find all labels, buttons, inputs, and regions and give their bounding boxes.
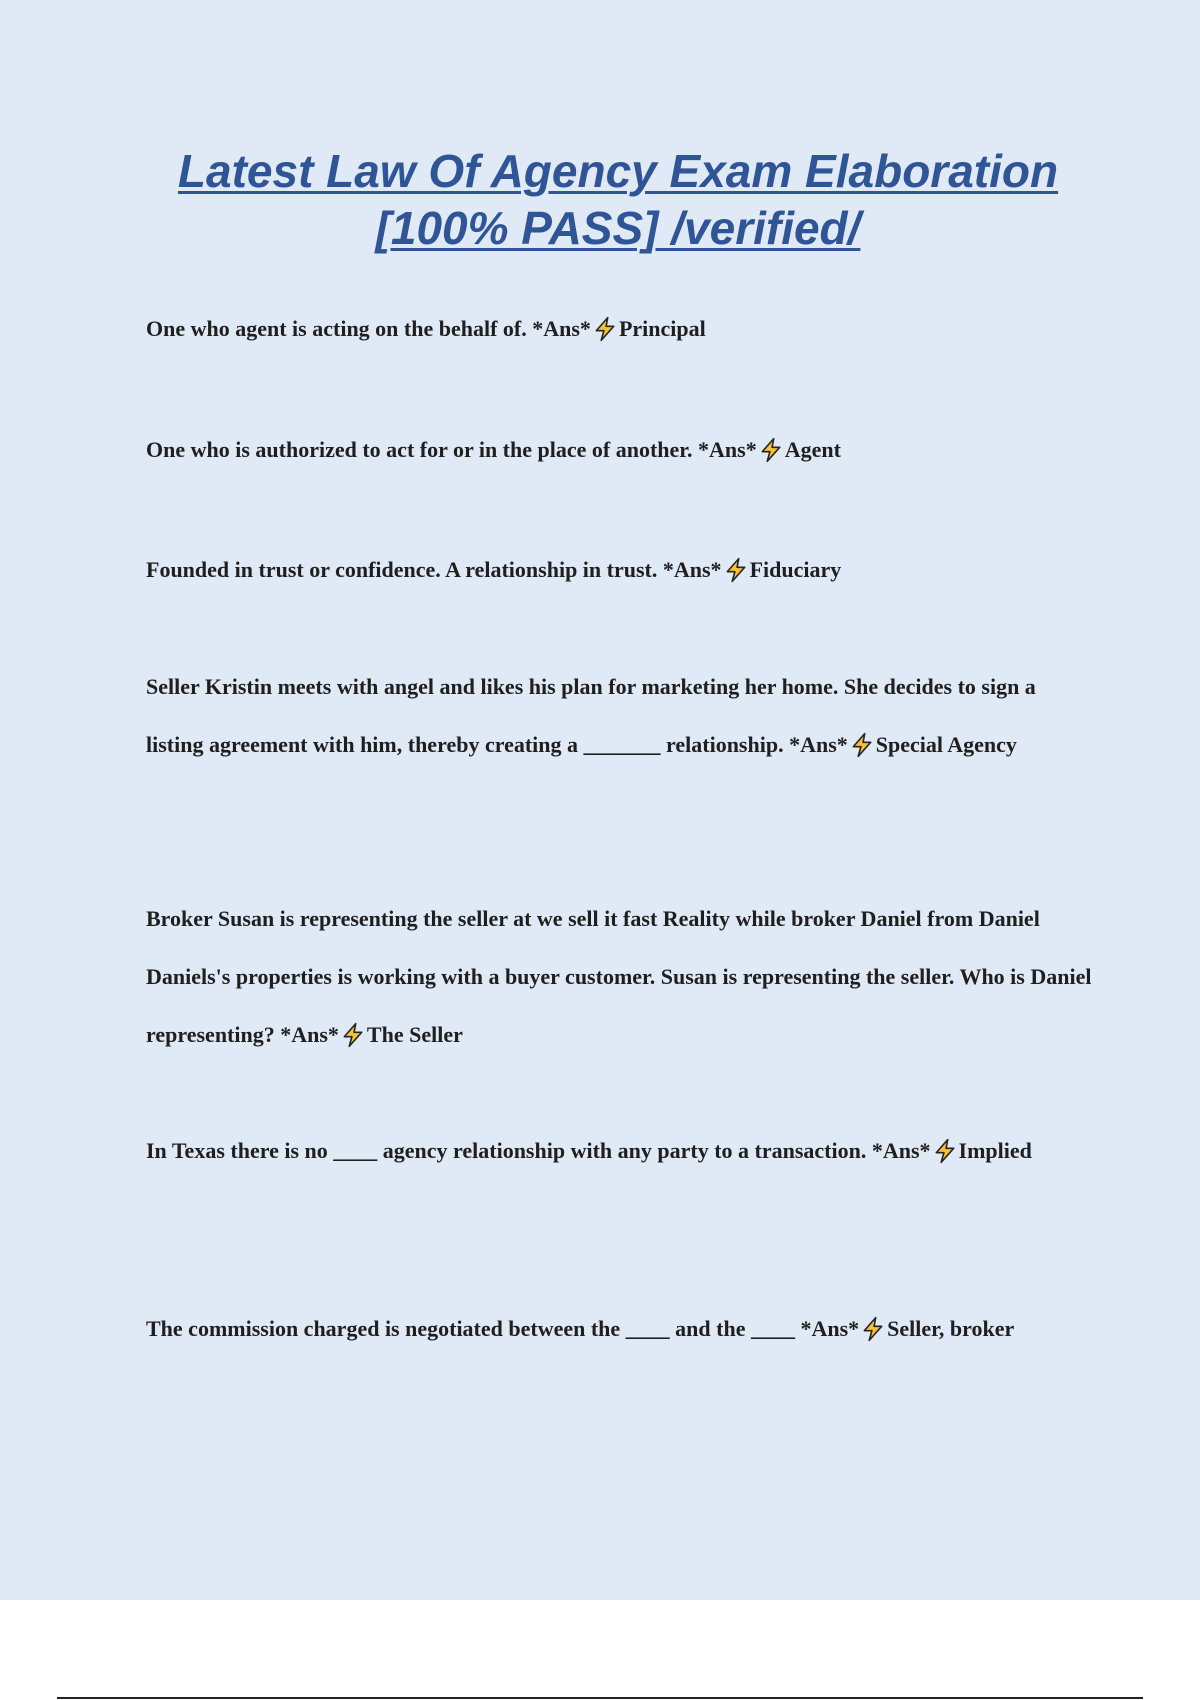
answer-marker: *Ans* bbox=[871, 1138, 931, 1163]
qa-item bbox=[146, 890, 1096, 1064]
question-text: Seller Kristin meets with angel and likes his plan for marketing her home. She decides to sign a listing agreement with him, thereby creating a _______ relationship. bbox=[146, 674, 1036, 757]
answer-marker: *Ans* bbox=[789, 732, 848, 757]
lightning-bolt-icon bbox=[723, 557, 749, 583]
answer-marker: *Ans* bbox=[532, 316, 591, 341]
qa-item bbox=[146, 300, 1096, 358]
answer-text: Principal bbox=[618, 316, 706, 341]
qa-item bbox=[146, 421, 1096, 479]
lightning-bolt-icon bbox=[758, 437, 784, 463]
footer-divider bbox=[57, 1697, 1143, 1699]
answer-text: Agent bbox=[784, 437, 841, 462]
question-text: In Texas there is no ____ agency relationship with any party to a transaction. bbox=[146, 1138, 872, 1163]
question-text: The commission charged is negotiated between the ____ and the ____ bbox=[146, 1316, 801, 1341]
document-title bbox=[0, 143, 1200, 257]
answer-text: Fiduciary bbox=[749, 557, 842, 582]
answer-marker: *Ans* bbox=[800, 1316, 860, 1341]
qa-item bbox=[146, 658, 1096, 774]
answer-text: Seller, broker bbox=[887, 1316, 1015, 1341]
qa-item bbox=[146, 1300, 1096, 1358]
answer-marker: *Ans* bbox=[280, 1022, 339, 1047]
question-text: One who is authorized to act for or in the place of another. bbox=[146, 437, 699, 462]
lightning-bolt-icon bbox=[849, 732, 875, 758]
lightning-bolt-icon bbox=[860, 1316, 886, 1342]
title-line-1: Latest Law Of Agency Exam Elaboration bbox=[177, 145, 1059, 197]
answer-text: Special Agency bbox=[875, 732, 1017, 757]
answer-text: Implied bbox=[958, 1138, 1032, 1163]
lightning-bolt-icon bbox=[592, 316, 618, 342]
answer-marker: *Ans* bbox=[662, 557, 722, 582]
question-text: One who agent is acting on the behalf of. bbox=[146, 316, 533, 341]
answer-text: The Seller bbox=[366, 1022, 463, 1047]
question-text: Founded in trust or confidence. A relationship in trust. bbox=[146, 557, 663, 582]
question-text: Broker Susan is representing the seller at we sell it fast Reality while broker Daniel from Daniel Daniels's properties is working with a buyer customer. Susan is representing the seller. Who is Daniel representing? bbox=[146, 906, 1092, 1047]
lightning-bolt-icon bbox=[932, 1138, 958, 1164]
answer-marker: *Ans* bbox=[698, 437, 757, 462]
qa-item bbox=[146, 1122, 1096, 1180]
qa-item bbox=[146, 541, 1096, 599]
lightning-bolt-icon bbox=[340, 1022, 366, 1048]
title-line-2: [100% PASS] /verified/ bbox=[375, 202, 861, 254]
